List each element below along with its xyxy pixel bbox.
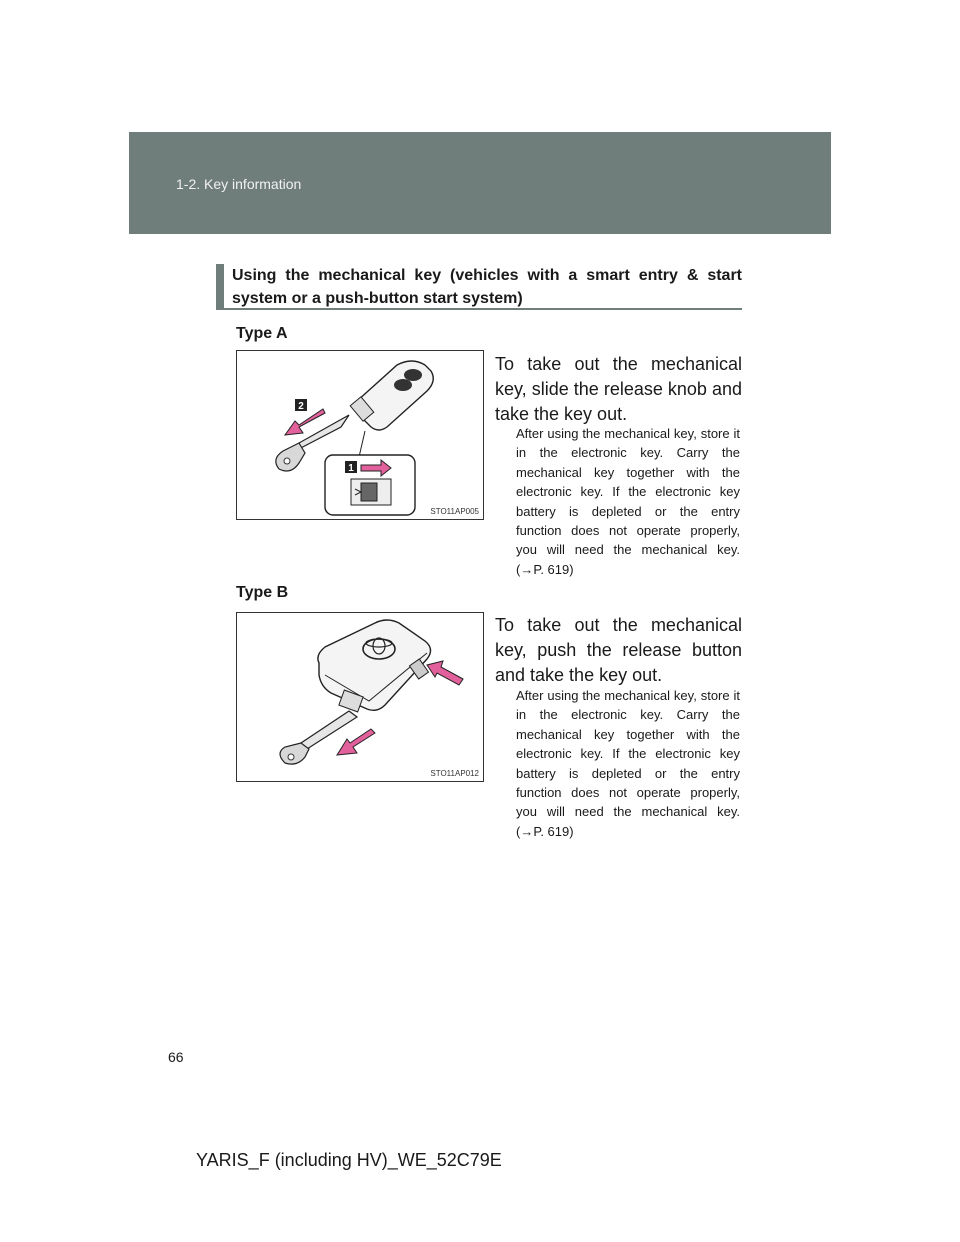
type-a-note: After using the mechanical key, store it in the electronic key. Carry the mechanical key together with the electronic key. If the electronic key battery is depleted or the entry function does not operate properly, you will need the mechanical key. (→P. 619) [516,426,740,577]
page-number: 66 [168,1049,184,1065]
type-b-label: Type B [236,584,289,601]
type-b-instruction: To take out the mechanical key, push the release button and take the key out. [495,615,742,685]
figure-code: STO11AP005 [430,507,479,516]
callout-2: 2 [298,401,304,412]
type-b-note: After using the mechanical key, store it in the electronic key. Carry the mechanical key together with the electronic key. If the electronic key battery is depleted or the entry function does not operate properly, you will need the mechanical key. (→P. 619) [516,688,740,839]
key-release-button-diagram [237,613,483,781]
callout-1: 1 [348,463,354,474]
type-a-illustration [236,350,484,520]
type-a-instruction: To take out the mechanical key, slide the release knob and take the key out. [495,354,742,424]
document-footer: YARIS_F (including HV)_WE_52C79E [196,1150,502,1170]
key-release-knob-diagram [237,351,483,519]
header-band [129,132,831,234]
type-a-label: Type A [236,325,288,342]
section-title: 1-2. Key information [176,176,302,192]
type-b-illustration [236,612,484,782]
figure-code: STO11AP012 [430,769,479,778]
section-subheading: Using the mechanical key (vehicles with a smart entry & start system or a push-button start system) [216,264,742,310]
